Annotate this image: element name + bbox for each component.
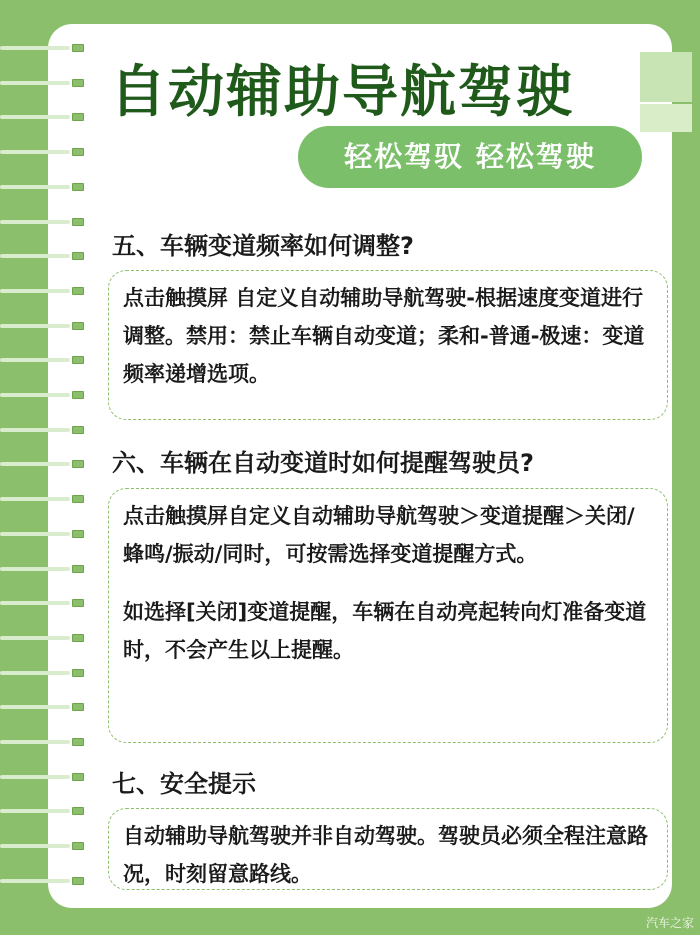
section-text: 点击触摸屏自定义自动辅助导航驾驶＞变道提醒＞关闭/蜂鸣/振动/同时，可按需选择变道提醒方式。 — [123, 504, 635, 566]
section-heading-7: 七、安全提示 — [112, 770, 256, 798]
section-text: 如选择[关闭]变道提醒，车辆在自动亮起转向灯准备变道时，不会产生以上提醒。 — [123, 600, 647, 662]
section-box-5 — [108, 270, 668, 420]
section-box-6 — [108, 488, 668, 743]
spiral-binding — [0, 0, 90, 935]
page-title: 自动辅助导航驾驶 — [110, 60, 574, 125]
watermark: 汽车之家 — [645, 916, 694, 930]
section-box-7 — [108, 808, 668, 890]
section-text: 自动辅助导航驾驶并非自动驾驶。驾驶员必须全程注意路况，时刻留意路线。 — [123, 824, 648, 886]
section-text: 点击触摸屏 自定义自动辅助导航驾驶-根据速度变道进行调整。禁用：禁止车辆自动变道；柔和-普通-极速：变道频率递增选项。 — [123, 286, 645, 386]
section-heading-6: 六、车辆在自动变道时如何提醒驾驶员? — [112, 449, 534, 477]
section-heading-5: 五、车辆变道频率如何调整? — [112, 232, 414, 260]
tagline-badge: 轻松驾驭 轻松驾驶 — [298, 126, 642, 188]
